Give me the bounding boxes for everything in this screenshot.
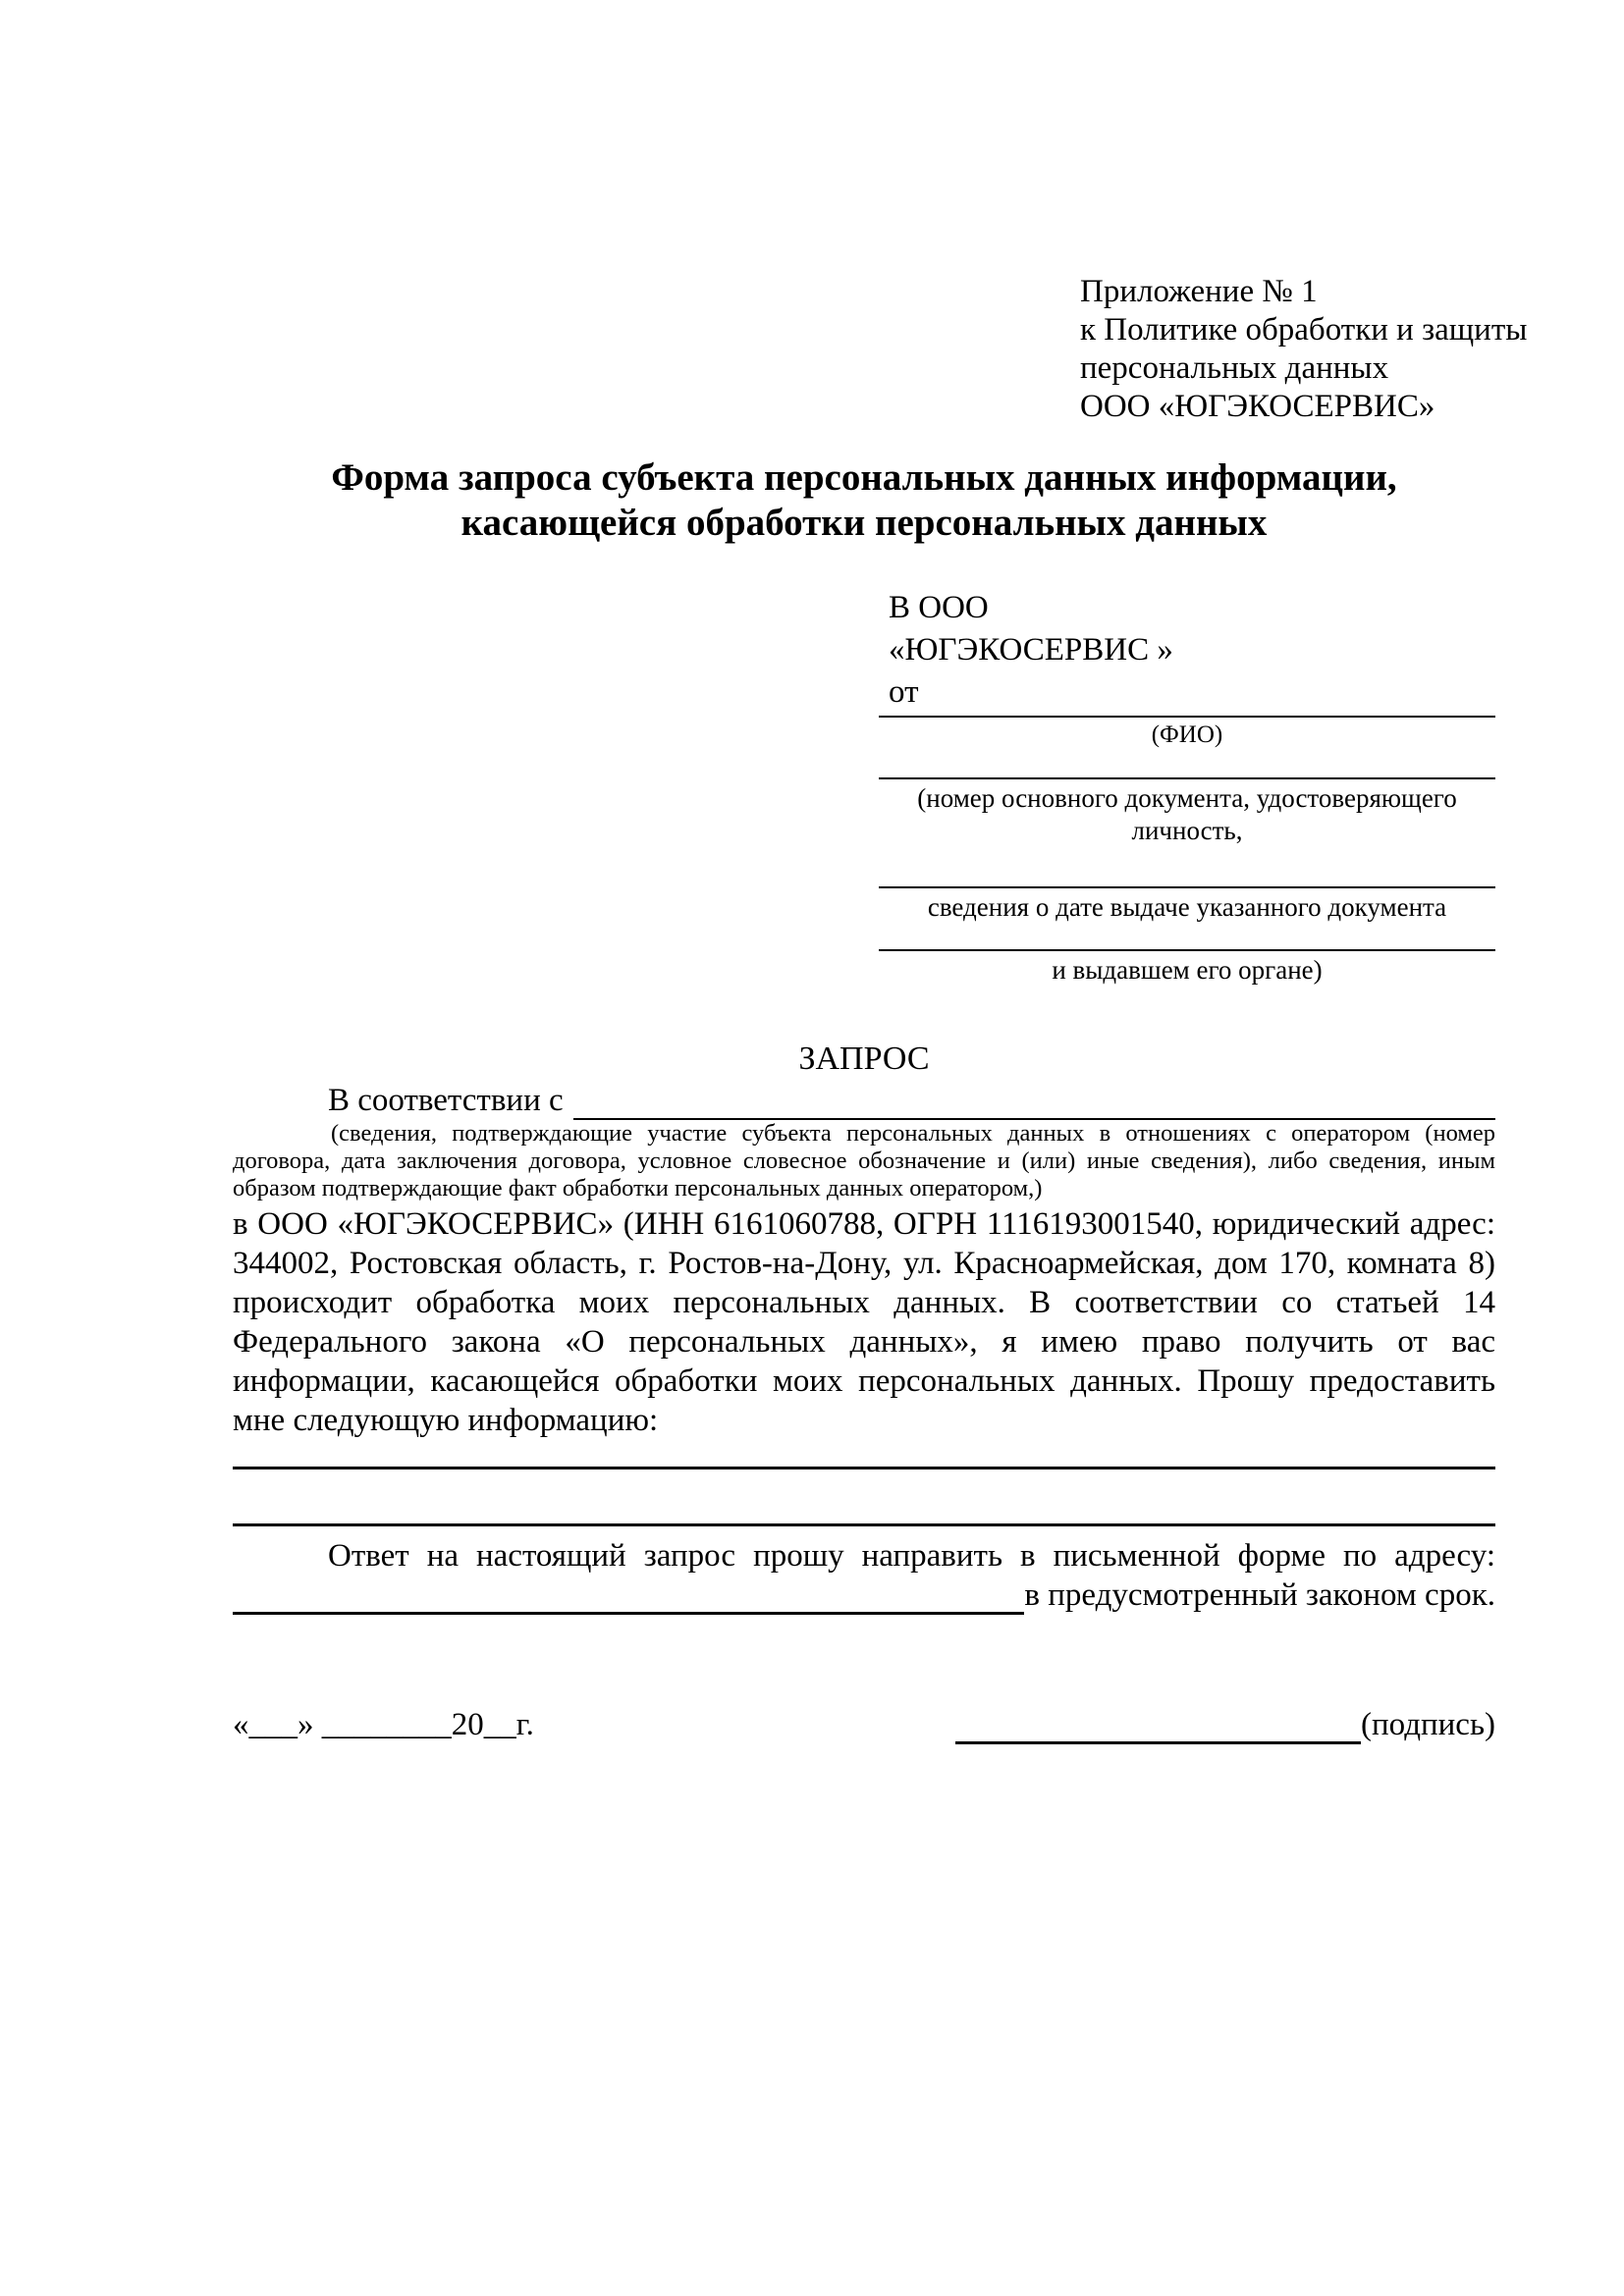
address-field-line [233, 1581, 1024, 1615]
intro-lead-text: В соответствии с [328, 1083, 564, 1118]
issue-date-caption: сведения о дате выдаче указанного документа [927, 892, 1447, 922]
addressee-line: от [889, 674, 919, 710]
signature-caption: (подпись) [1361, 1707, 1495, 1742]
identity-fields [879, 716, 1495, 987]
body-paragraph: в ООО «ЮГЭКОСЕРВИС» (ИНН 6161060788, ОГРН 1116193001540, юридический адрес: 344002, Ростовская область, г. Ростов-на-Дону, ул. Красноармейская, дом 170, комната 8) происходит обработка моих персональных данных. В соответствии со статьей 14 Федерального закона «О персональных данных», я имею право получить от вас информации, касающейся обработки моих персональных данных. Прошу предоставить мне следующую информацию: [233, 1206, 1495, 1438]
addressee-line: В ООО [889, 590, 989, 625]
signature-field-line [955, 1715, 1361, 1744]
signature-group [955, 1705, 1495, 1744]
appendix-line: Приложение № 1 [1080, 274, 1318, 309]
info-field-line-1 [233, 1467, 1495, 1469]
document-number-field-line [879, 777, 1495, 779]
addressee-block [889, 587, 1495, 714]
appendix-line: персональных данных [1080, 350, 1389, 386]
fio-caption: (ФИО) [1151, 721, 1223, 748]
document-title-line: касающейся обработки персональных данных [460, 502, 1268, 544]
document-title [233, 455, 1495, 546]
note-text: (сведения, подтверждающие участие субъекта персональных данных в отношениях с оператором (номер договора, дата заключения договора, условное словесное обозначение и (или) иные сведения), либо сведения, иным образом подтверждающие факт обработки персональных данных оператором,) [233, 1120, 1495, 1201]
addressee-line: «ЮГЭКОСЕРВИС » [889, 632, 1173, 667]
issuing-authority-caption: и выдавшем его органе) [1052, 955, 1323, 985]
fio-field-line [879, 716, 1495, 718]
info-field-line-2 [233, 1523, 1495, 1526]
footer-row [233, 1705, 1495, 1744]
date-field: «___» ________20__г. [233, 1707, 534, 1742]
reply-suffix-text: в предусмотренный законом срок. [1024, 1577, 1495, 1613]
intro-field-line [573, 1087, 1495, 1120]
reply-paragraph: Ответ на настоящий запрос прошу направить в письменной форме по адресу: [328, 1538, 1495, 1574]
issuing-authority-field-line [879, 949, 1495, 951]
reply-address-row [233, 1575, 1495, 1615]
document-title-line: Форма запроса субъекта персональных данных информации, [331, 456, 1397, 499]
issue-date-field-line [879, 886, 1495, 888]
request-heading: ЗАПРОС [798, 1041, 930, 1077]
appendix-line: ООО «ЮГЭКОСЕРВИС» [1080, 389, 1435, 424]
appendix-block [1080, 273, 1528, 426]
intro-row [233, 1081, 1495, 1120]
appendix-line: к Политике обработки и защиты [1080, 312, 1528, 347]
document-number-caption: (номер основного документа, удостоверяющего личность, [917, 783, 1457, 845]
